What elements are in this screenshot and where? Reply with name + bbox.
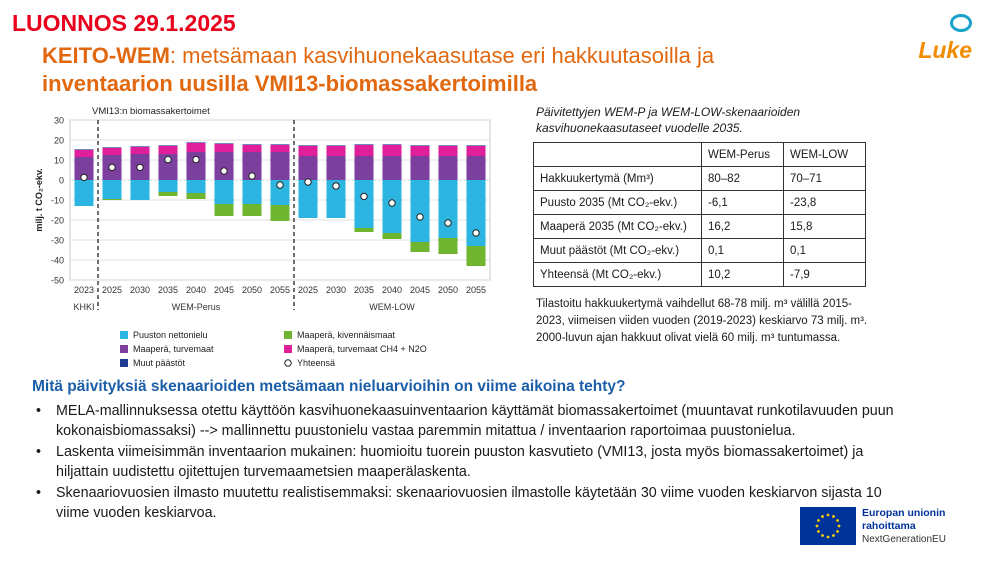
title-rest: : metsämaan kasvihuonekaasutase eri hakkuutasoilla ja [169,43,715,68]
table-cell-label: Yhteensä (Mt CO₂-ekv.) [534,263,702,287]
eu-star [836,530,839,533]
bar-segment [410,156,429,180]
bullet-list [34,402,904,525]
total-marker [305,179,311,185]
luke-logo [908,14,972,64]
bar-segment [214,152,233,180]
table-cell-wem-perus: 0,1 [702,239,784,263]
bar-segment [326,156,345,180]
eu-star [816,525,819,528]
bar-segment [354,228,373,232]
x-tick-label: 2055 [465,285,487,295]
total-marker [165,156,171,162]
bar-segment [102,199,121,200]
list-item: • Skenaariovuosien ilmasto muutettu realistisemmaksi: skenaariovuosien ilmastolle käytetään 30 viime vuoden keskiarvon sijasta 10 viime vuoden keskiarvoa. [34,484,904,523]
total-marker [109,164,115,170]
group-label: KHKI [73,302,95,312]
group-label: WEM-Perus [171,302,221,312]
legend-label: Puuston nettonielu [133,330,208,340]
table-cell-wem-perus: -6,1 [702,191,784,215]
table-row [534,215,866,239]
legend-label: Maaperä, turvemaat [133,344,214,354]
total-marker [277,182,283,188]
x-tick-label: 2050 [241,285,263,295]
y-tick-label: 10 [53,155,64,166]
x-tick-label: 2030 [129,285,151,295]
bar-segment [466,145,485,146]
x-tick-label: 2030 [325,285,347,295]
eu-star [817,530,820,533]
bar-segment [270,144,289,145]
bar-segment [186,180,205,193]
eu-star [832,534,835,537]
eu-star [827,514,830,517]
eu-star [821,534,824,537]
legend-swatch [120,359,128,367]
table-header-empty [534,143,702,167]
legend-label: Muut päästöt [133,358,186,368]
table-cell-label: Maaperä 2035 (Mt CO₂-ekv.) [534,215,702,239]
bar-segment [74,150,93,157]
table-cell-label: Puusto 2035 (Mt CO₂-ekv.) [534,191,702,215]
total-marker [417,214,423,220]
bar-segment [438,145,457,146]
x-tick-label: 2035 [157,285,179,295]
note-line3: 2000-luvun ajan hakkuut olivat vielä 60 milj. m³ tuntumassa. [536,332,841,344]
y-tick-label: 0 [58,175,64,186]
chart-title: VMI13:n biomassakertoimet [92,106,210,117]
bar-segment [74,149,93,150]
bar-segment [438,156,457,180]
list-item: • MELA-mallinnuksessa otettu käyttöön kasvihuonekaasuinventaarion käyttämät biomassakertoimet (muuntavat runkotilavuuden puun kokonaisbiomassaksi) --> mallinnettu puustonielu vastaa paremmin mitattua / inventaarion raportoimaa puustonielua. [34,402,904,441]
total-marker [473,230,479,236]
legend-swatch [120,331,128,339]
bar-segment [354,156,373,180]
table-header-row [534,143,866,167]
results-table [533,142,866,287]
title-line2: inventaarion uusilla VMI13-biomassakertoimilla [42,71,538,96]
eu-star [827,536,830,539]
bar-segment [410,242,429,252]
note-line2: 2023, viimeisen viiden vuoden (2019-2023) keskiarvo 73 milj. m³. [536,315,868,327]
legend-label: Maaperä, turvemaat CH4 + N2O [297,344,427,354]
bar-segment [102,180,121,199]
eu-stars-icon [800,507,856,545]
bar-segment [326,146,345,156]
section-question: Mitä päivityksiä skenaarioiden metsämaan nieluarvioihin on viime aikoina tehty? [32,378,626,395]
bar-segment [410,145,429,146]
y-tick-label: -20 [50,215,64,226]
bar-segment [158,145,177,146]
bar-segment [270,152,289,180]
x-tick-label: 2040 [381,285,403,295]
bar-segment [354,145,373,156]
bar-segment [102,148,121,155]
table-cell-wem-perus: 10,2 [702,263,784,287]
total-marker [221,168,227,174]
bar-segment [242,180,261,204]
harvest-note [536,296,936,347]
bar-segment [382,233,401,239]
bar-segment [438,180,457,238]
table-caption-line2: kasvihuonekaasutaseet vuodelle 2035. [536,121,743,135]
bar-segment [270,205,289,221]
total-marker [361,193,367,199]
bar-segment [410,146,429,156]
speech-bubble-icon [950,14,972,32]
eu-funding-badge [800,505,990,549]
legend-label: Yhteensä [297,358,336,368]
table-header-col1: WEM-Perus [702,143,784,167]
legend-swatch [284,345,292,353]
bar-segment [382,145,401,156]
total-marker [389,200,395,206]
total-marker [333,183,339,189]
x-tick-label: 2045 [213,285,235,295]
bar-segment [298,156,317,180]
bar-segment [298,146,317,156]
legend-swatch [284,331,292,339]
legend-label: Maaperä, kivennäismaat [297,330,396,340]
x-tick-label: 2025 [101,285,123,295]
table-cell-wem-low: -7,9 [784,263,866,287]
table-caption-line1: Päivitettyjen WEM-P ja WEM-LOW-skenaarioiden [536,105,801,119]
eu-flag-icon [800,507,856,545]
bar-segment [158,192,177,196]
table-cell-wem-perus: 80–82 [702,167,784,191]
bar-segment [214,180,233,204]
bar-segment [186,193,205,199]
table-cell-wem-perus: 16,2 [702,215,784,239]
eu-star [832,515,835,518]
y-tick-label: 30 [53,115,64,126]
group-label: WEM-LOW [369,302,415,312]
x-tick-label: 2050 [437,285,459,295]
bar-segment [354,180,373,228]
bar-segment [298,145,317,146]
y-tick-label: -10 [50,195,64,206]
slide-title [42,42,882,98]
x-tick-label: 2025 [297,285,319,295]
table-caption [536,104,856,136]
y-tick-label: -30 [50,235,64,246]
list-item: • Laskenta viimeisimmän inventaarion mukainen: huomioitu tuorein puuston kasvutieto (VMI13, josta myös biomassakertoimet) ja hiljattain uudistettu ojitettujen turvemaametsien maaperälaskenta. [34,443,904,482]
total-marker [193,156,199,162]
x-tick-label: 2055 [269,285,291,295]
eu-star [838,525,841,528]
x-tick-label: 2035 [353,285,375,295]
table-cell-wem-low: 70–71 [784,167,866,191]
bar-segment [270,145,289,152]
table-cell-wem-low: 15,8 [784,215,866,239]
eu-star [817,519,820,522]
table-row [534,191,866,215]
y-tick-label: 20 [53,135,64,146]
bar-segment [158,180,177,192]
bar-segment [186,143,205,152]
table-header-col2: WEM-LOW [784,143,866,167]
bar-segment [242,145,261,152]
x-tick-label: 2040 [185,285,207,295]
legend-marker [285,360,291,366]
y-tick-label: -40 [50,255,64,266]
legend-swatch [120,345,128,353]
table-cell-label: Muut päästöt (Mt CO₂-ekv.) [534,239,702,263]
bar-segment [382,144,401,145]
table-row [534,263,866,287]
y-tick-label: -50 [50,275,64,286]
bar-segment [382,156,401,180]
x-tick-label: 2045 [409,285,431,295]
bar-segment [130,146,149,147]
eu-line3: NextGenerationEU [862,534,946,545]
eu-line1: Europan unionin [862,507,946,519]
table-cell-label: Hakkuukertymä (Mm³) [534,167,702,191]
bar-segment [74,180,93,206]
table-row [534,167,866,191]
table-cell-wem-low: 0,1 [784,239,866,263]
bar-segment [102,147,121,148]
bar-segment [438,238,457,254]
x-tick-label: 2023 [73,285,95,295]
bar-segment [242,204,261,216]
bar-segment [242,144,261,145]
y-axis-label: milj. t CO₂-ekv. [34,168,44,232]
bar-segment [438,146,457,156]
title-bold: KEITO-WEM [42,43,170,68]
bar-segment [466,156,485,180]
eu-star [836,519,839,522]
total-marker [249,173,255,179]
draft-label: LUONNOS 29.1.2025 [12,10,236,36]
table-row [534,239,866,263]
total-marker [445,220,451,226]
note-line1: Tilastoitu hakkuukertymä vaihdellut 68-78 milj. m³ välillä 2015- [536,298,852,310]
total-marker [81,174,87,180]
bar-segment [214,143,233,144]
bar-segment [214,144,233,152]
bar-segment [466,146,485,156]
table-cell-wem-low: -23,8 [784,191,866,215]
logo-text: Luke [918,37,972,63]
stacked-bar-chart [28,100,506,370]
eu-line2: rahoittama [862,520,916,532]
bar-segment [130,180,149,200]
bar-segment [326,145,345,146]
eu-star [821,515,824,518]
bar-segment [130,147,149,154]
bar-segment [410,180,429,242]
bar-segment [466,246,485,266]
bar-segment [186,142,205,143]
total-marker [137,164,143,170]
bar-segment [158,146,177,154]
bar-segment [214,204,233,216]
bar-segment [354,144,373,145]
